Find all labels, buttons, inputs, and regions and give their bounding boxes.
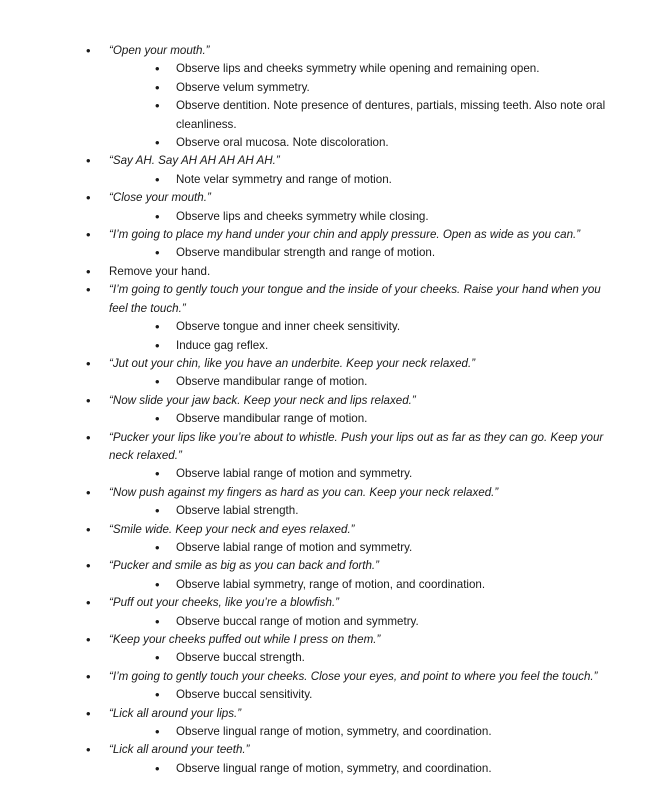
instruction-item <box>0 668 619 705</box>
observation-list <box>109 649 619 667</box>
instruction-item <box>0 741 619 778</box>
instruction-text: • “Say AH. Say AH AH AH AH AH.” <box>109 154 280 168</box>
observation-item: • Observe velum symmetry. <box>109 79 619 97</box>
observation-item: • Observe labial range of motion and symmetry. <box>109 465 619 483</box>
instruction-item <box>0 557 619 594</box>
observation-item: • Observe lips and cheeks symmetry while opening and remaining open. <box>109 60 619 78</box>
instruction-item <box>0 594 619 631</box>
instruction-text: • “Jut out your chin, like you have an underbite. Keep your neck relaxed.” <box>109 356 476 370</box>
instruction-item <box>0 355 619 392</box>
observation-item: • Observe lingual range of motion, symmetry, and coordination. <box>109 723 619 741</box>
observation-item: • Induce gag reflex. <box>109 337 619 355</box>
instruction-item <box>0 705 619 742</box>
instruction-item <box>0 189 619 226</box>
instruction-text: • “I’m going to gently touch your tongue and the inside of your cheeks. Raise your hand when you feel the touch.” <box>109 283 601 315</box>
instruction-text: • “Puff out your cheeks, like you’re a blowfish.” <box>109 596 340 610</box>
instruction-item <box>0 152 619 189</box>
observation-list <box>109 723 619 741</box>
instruction-text: • “Lick all around your lips.” <box>109 706 242 720</box>
observation-list <box>109 539 619 557</box>
instruction-item <box>0 521 619 558</box>
observation-list <box>109 576 619 594</box>
instruction-item <box>0 429 619 484</box>
observation-list <box>109 502 619 520</box>
observation-list <box>109 613 619 631</box>
instruction-text: • “Close your mouth.” <box>109 191 211 205</box>
observation-item: • Observe tongue and inner cheek sensitivity. <box>109 318 619 336</box>
observation-item: • Observe labial range of motion and symmetry. <box>109 539 619 557</box>
observation-item: • Observe dentition. Note presence of dentures, partials, missing teeth. Also note oral cleanliness. <box>109 97 619 134</box>
observation-list <box>109 465 619 483</box>
instruction-item <box>0 263 619 281</box>
instruction-text: • “Keep your cheeks puffed out while I press on them.” <box>109 633 381 646</box>
observation-list <box>109 760 619 778</box>
instruction-text: • “Pucker your lips like you’re about to whistle. Push your lips out as far as they can go. Keep your neck relaxed.” <box>109 430 604 462</box>
observation-list <box>109 60 619 152</box>
instruction-item <box>0 281 619 355</box>
instruction-text: • “Now slide your jaw back. Keep your neck and lips relaxed.” <box>109 393 416 407</box>
observation-item: • Observe buccal range of motion and symmetry. <box>109 613 619 631</box>
instruction-text: • “I’m going to place my hand under your chin and apply pressure. Open as wide as you can.” <box>109 228 581 242</box>
instruction-text: • “Pucker and smile as big as you can back and forth.” <box>109 559 380 573</box>
observation-list <box>109 208 619 226</box>
instruction-text: • “Now push against my fingers as hard as you can. Keep your neck relaxed.” <box>109 485 499 499</box>
observation-item: • Observe lingual range of motion, symmetry, and coordination. <box>109 760 619 778</box>
observation-list <box>109 318 619 355</box>
instruction-text: • “Smile wide. Keep your neck and eyes relaxed.” <box>109 522 355 536</box>
observation-item: • Observe labial strength. <box>109 502 619 520</box>
observation-item: • Observe mandibular range of motion. <box>109 373 619 391</box>
observation-list <box>109 244 619 262</box>
instruction-text: • Remove your hand. <box>109 264 211 278</box>
instruction-item <box>0 392 619 429</box>
observation-item: • Note velar symmetry and range of motion. <box>109 171 619 189</box>
observation-item: • Observe labial symmetry, range of motion, and coordination. <box>109 576 619 594</box>
instruction-text: • “Open your mouth.” <box>109 44 210 57</box>
observation-item: • Observe buccal sensitivity. <box>109 686 619 704</box>
instruction-text: • “Lick all around your teeth.” <box>109 743 250 757</box>
observation-list <box>109 686 619 704</box>
observation-item: • Observe mandibular strength and range of motion. <box>109 244 619 262</box>
observation-list <box>109 171 619 189</box>
observation-item: • Observe lips and cheeks symmetry while closing. <box>109 208 619 226</box>
observation-item: • Observe oral mucosa. Note discoloration. <box>109 134 619 152</box>
instruction-item <box>0 226 619 263</box>
observation-list <box>109 410 619 428</box>
observation-list <box>109 373 619 391</box>
instruction-text: • “I’m going to gently touch your cheeks. Close your eyes, and point to where you feel the touch.” <box>109 669 598 683</box>
instruction-item <box>0 484 619 521</box>
observation-item: • Observe mandibular range of motion. <box>109 410 619 428</box>
instruction-item <box>0 631 619 668</box>
observation-item: • Observe buccal strength. <box>109 649 619 667</box>
instruction-item <box>0 42 619 152</box>
